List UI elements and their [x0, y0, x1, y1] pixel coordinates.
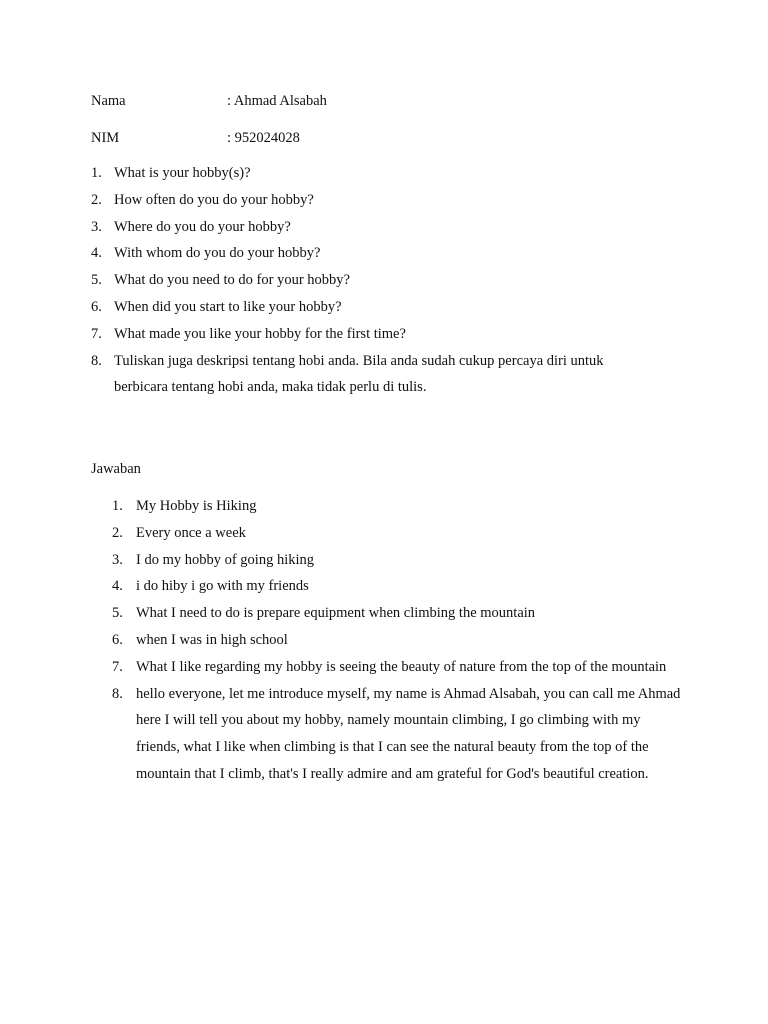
question-item [91, 267, 651, 294]
question-number: 2. [91, 191, 102, 208]
answer-number: 7. [112, 658, 123, 675]
question-number: 1. [91, 165, 102, 181]
answer-number: 3. [112, 551, 123, 568]
question-text: Where do you do your hobby? [114, 218, 291, 235]
answer-item [112, 681, 682, 788]
answer-number: 6. [112, 631, 123, 648]
nim-label: NIM [91, 130, 120, 146]
answer-item [112, 547, 682, 574]
question-item [91, 321, 651, 348]
question-text: When did you start to like your hobby? [114, 298, 342, 315]
question-item [91, 348, 651, 402]
answer-item [112, 600, 682, 627]
question-text: What is your hobby(s)? [114, 165, 251, 181]
question-text: What made you like your hobby for the first time? [114, 325, 406, 342]
answer-item [112, 654, 682, 681]
question-item [91, 240, 651, 267]
answer-item [112, 627, 682, 654]
name-label: Nama [91, 93, 126, 109]
answer-number: 5. [112, 605, 123, 622]
question-item [91, 214, 651, 241]
question-text: With whom do you do your hobby? [114, 245, 321, 262]
answer-number: 1. [112, 498, 123, 514]
answer-item [112, 573, 682, 600]
question-number: 4. [91, 245, 102, 262]
answer-text: What I like regarding my hobby is seeing the beauty of nature from the top of the mountain [136, 658, 667, 675]
answer-text: My Hobby is Hiking [136, 498, 257, 514]
answer-item [112, 493, 682, 520]
question-number: 5. [91, 272, 102, 289]
answer-text: Every once a week [136, 524, 246, 541]
question-text: Tuliskan juga deskripsi tentang hobi anda. Bila anda sudah cukup percaya diri untuk berbicara tentang hobi anda, maka tidak perlu di tulis. [114, 352, 604, 396]
question-text: What do you need to do for your hobby? [114, 272, 350, 289]
question-item [91, 294, 651, 321]
name-value: : Ahmad Alsabah [227, 93, 327, 109]
answer-item [112, 520, 682, 547]
answer-number: 2. [112, 524, 123, 541]
question-item [91, 160, 651, 187]
answer-number: 4. [112, 578, 123, 595]
answer-text: What I need to do is prepare equipment when climbing the mountain [136, 605, 536, 622]
nim-row [91, 128, 300, 148]
question-number: 6. [91, 298, 102, 315]
answer-text: I do my hobby of going hiking [136, 551, 315, 568]
question-list [91, 160, 651, 401]
question-number: 8. [91, 352, 102, 369]
question-number: 7. [91, 325, 102, 342]
nim-value: : 952024028 [227, 130, 300, 146]
answer-text: when I was in high school [136, 631, 288, 648]
answer-text: i do hiby i go with my friends [136, 578, 309, 595]
answer-text: hello everyone, let me introduce myself, my name is Ahmad Alsabah, you can call me Ahmad here I will tell you about my hobby, namely mountain climbing, I go climbing with my friends, what I like when climbing is that I can see the natural beauty from the top of the mountain that I climb, that's I really admire and am grateful for God's beautiful creation. [136, 685, 681, 782]
answers-heading: Jawaban [91, 461, 141, 477]
name-row [91, 91, 327, 111]
answer-list [112, 493, 682, 788]
answer-number: 8. [112, 685, 123, 702]
question-text: How often do you do your hobby? [114, 191, 314, 208]
question-number: 3. [91, 218, 102, 235]
question-item [91, 187, 651, 214]
